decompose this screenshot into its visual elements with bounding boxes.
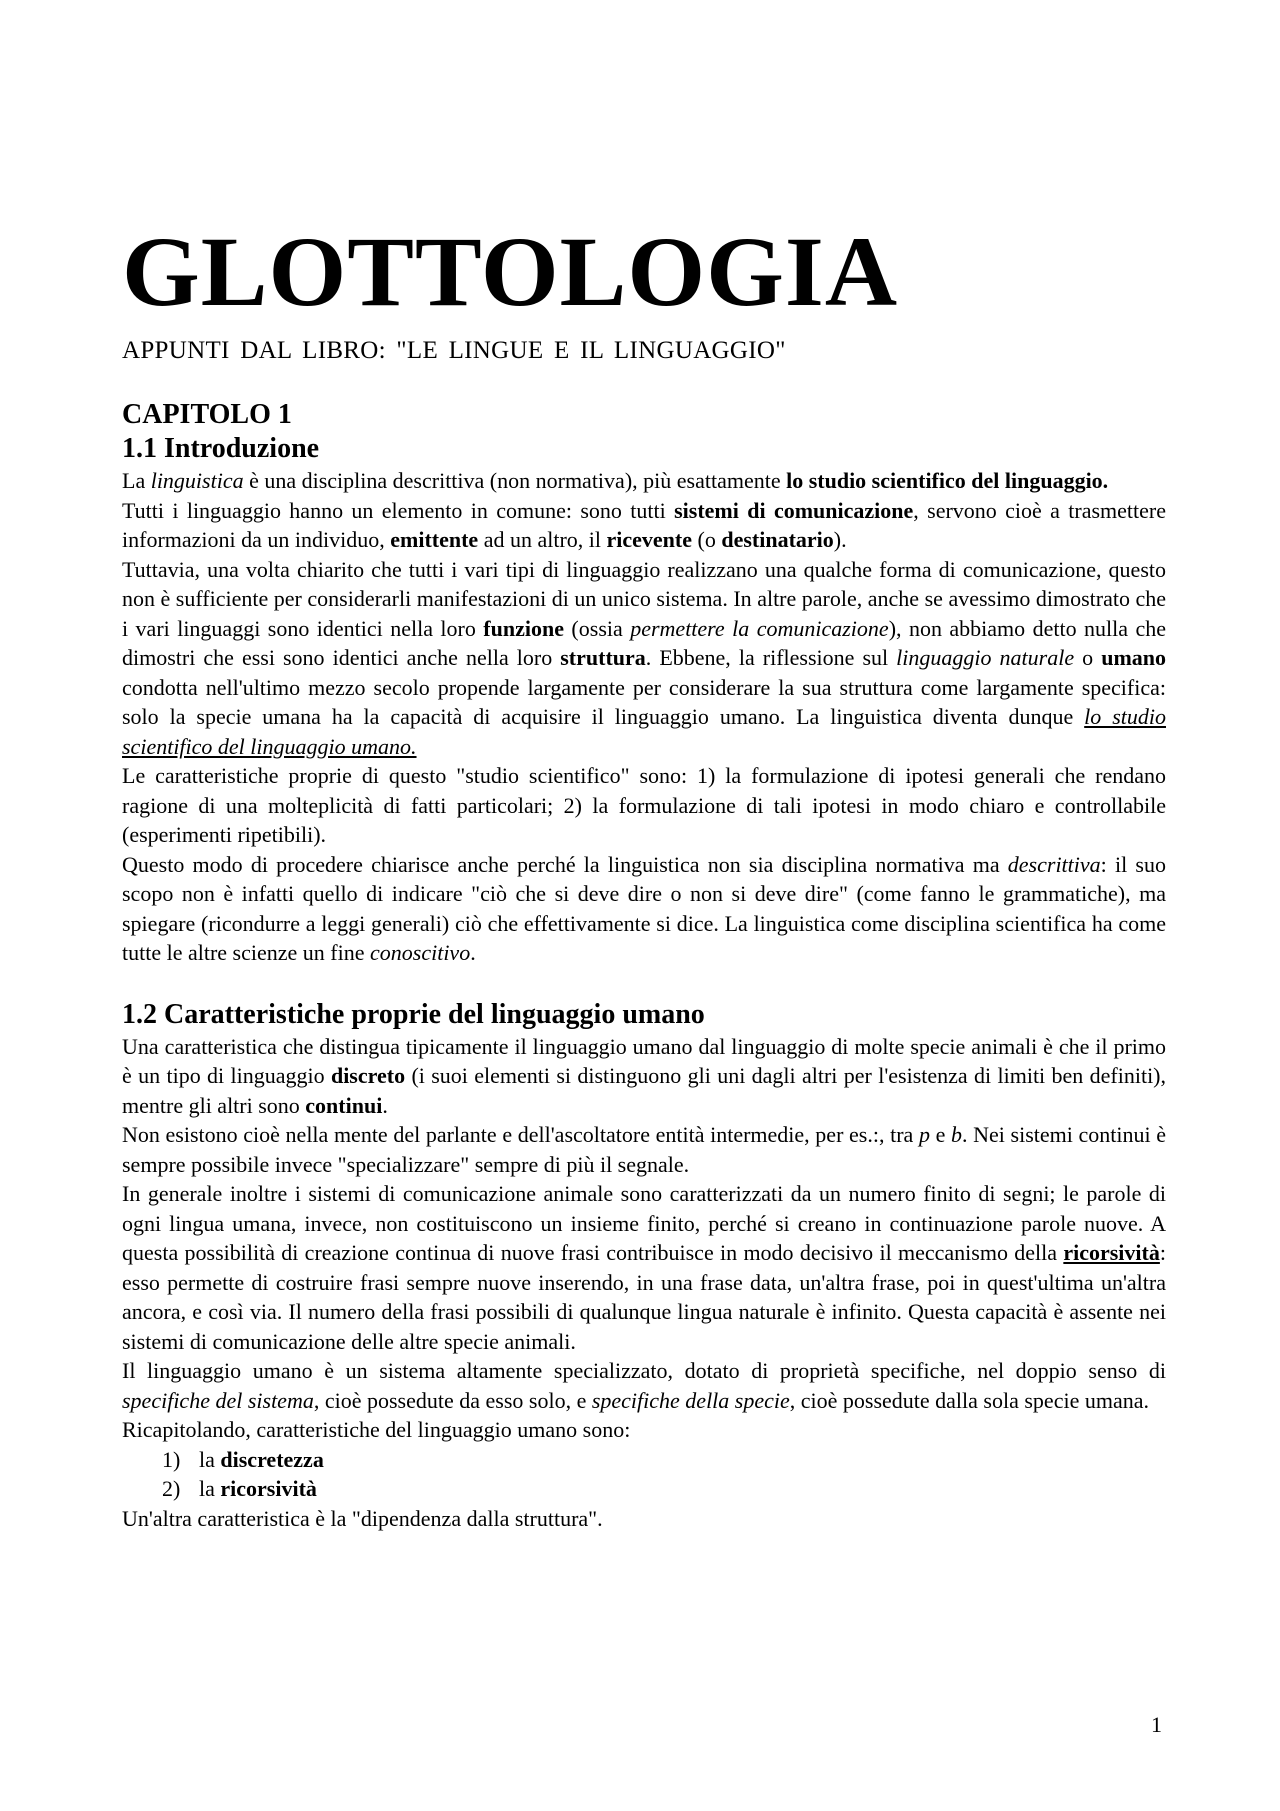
paragraph: In generale inoltre i sistemi di comunicazione animale sono caratterizzati da un numero finito di segni; le parole di ogni lingua umana, invece, non costituiscono un insieme finito, perché si creano in continuazione parole nuove. A questa possibilità di creazione continua di nuove frasi contribuisce in modo decisivo il meccanismo della ricorsività: esso permette di costruire frasi sempre nuove inserendo, in una frase data, un'altra frase, poi in quest'ultima un'altra ancora, e così via. Il numero della frasi possibili di qualunque lingua naturale è infinito. Questa capacità è assente nei sistemi di comunicazione delle altre specie animali.: [122, 1181, 1166, 1354]
characteristics-list: [122, 1445, 1166, 1504]
paragraph: Tutti i linguaggio hanno un elemento in comune: sono tutti sistemi di comunicazione, servono cioè a trasmettere informazioni da un individuo, emittente ad un altro, il ricevente (o destinatario).: [122, 497, 1166, 552]
document-body: [122, 398, 1166, 1533]
section-caratteristiche: [122, 998, 1166, 1534]
section-heading: 1.2 Caratteristiche proprie del linguaggio umano: [122, 998, 705, 1030]
document-title: GLOTTOLOGIA: [122, 216, 899, 327]
paragraph: Un'altra caratteristica è la "dipendenza dalla struttura".: [122, 1505, 603, 1531]
section-spacer: [122, 968, 1166, 998]
paragraph: Una caratteristica che distingua tipicamente il linguaggio umano dal linguaggio di molte specie animali è che il primo è un tipo di linguaggio discreto (i suoi elementi si distinguono gli uni dagli altri per l'esistenza di limiti ben definiti), mentre gli altri sono continui.: [122, 1033, 1167, 1118]
paragraph: Questo modo di procedere chiarisce anche perché la linguistica non sia disciplina normativa ma descrittiva: il suo scopo non è infatti quello di indicare "ciò che si deve dire o non si deve dire" (come fanno le grammatiche), ma spiegare (ricondurre a leggi generali) ciò che effettivamente si dice. La linguistica come disciplina scientifica ha come tutte le altre scienze un fine conoscitivo.: [122, 851, 1166, 965]
paragraph: La linguistica è una disciplina descrittiva (non normativa), più esattamente lo studio scientifico del linguaggio.: [122, 468, 1109, 493]
section-introduzione: [122, 432, 1166, 968]
document-subtitle: APPUNTI DAL LIBRO: "LE LINGUE E IL LINGUAGGIO": [122, 337, 786, 364]
paragraph: Le caratteristiche proprie di questo "studio scientifico" sono: 1) la formulazione di ipotesi generali che rendano ragione di una molteplicità di fatti particolari; 2) la formulazione di tali ipotesi in modo chiaro e controllabile (esperimenti ripetibili).: [122, 763, 1166, 847]
paragraph: Non esistono cioè nella mente del parlante e dell'ascoltatore entità intermedie, per es.:, tra p e b. Nei sistemi continui è sempre possibile invece "specializzare" sempre di più il segnale.: [122, 1122, 1167, 1177]
list-item: 1) la discretezza: [162, 1446, 324, 1472]
chapter-heading: CAPITOLO 1: [122, 399, 292, 430]
paragraph: Il linguaggio umano è un sistema altamente specializzato, dotato di proprietà specifiche, nel doppio senso di specifiche del sistema, cioè possedute da esso solo, e specifiche della specie, cioè possedute dalla sola specie umana.: [122, 1358, 1166, 1413]
paragraph: Ricapitolando, caratteristiche del linguaggio umano sono:: [122, 1417, 631, 1442]
paragraph: Tuttavia, una volta chiarito che tutti i vari tipi di linguaggio realizzano una qualche forma di comunicazione, questo non è sufficiente per considerarli manifestazioni di un unico sistema. In altre parole, anche se avessimo dimostrato che i vari linguaggi sono identici nella loro funzione (ossia permettere la comunicazione), non abbiamo detto nulla che dimostri che essi sono identici anche nella loro struttura. Ebbene, la riflessione sul linguaggio naturale o umano condotta nell'ultimo mezzo secolo propende largamente per considerare la sua struttura come largamente specifica: solo la specie umana ha la capacità di acquisire il linguaggio umano. La linguistica diventa dunque lo studio scientifico del linguaggio umano.: [122, 556, 1167, 759]
list-item: 2) la ricorsività: [162, 1476, 317, 1501]
page-number: 1: [1151, 1712, 1162, 1737]
section-heading: 1.1 Introduzione: [122, 433, 320, 464]
